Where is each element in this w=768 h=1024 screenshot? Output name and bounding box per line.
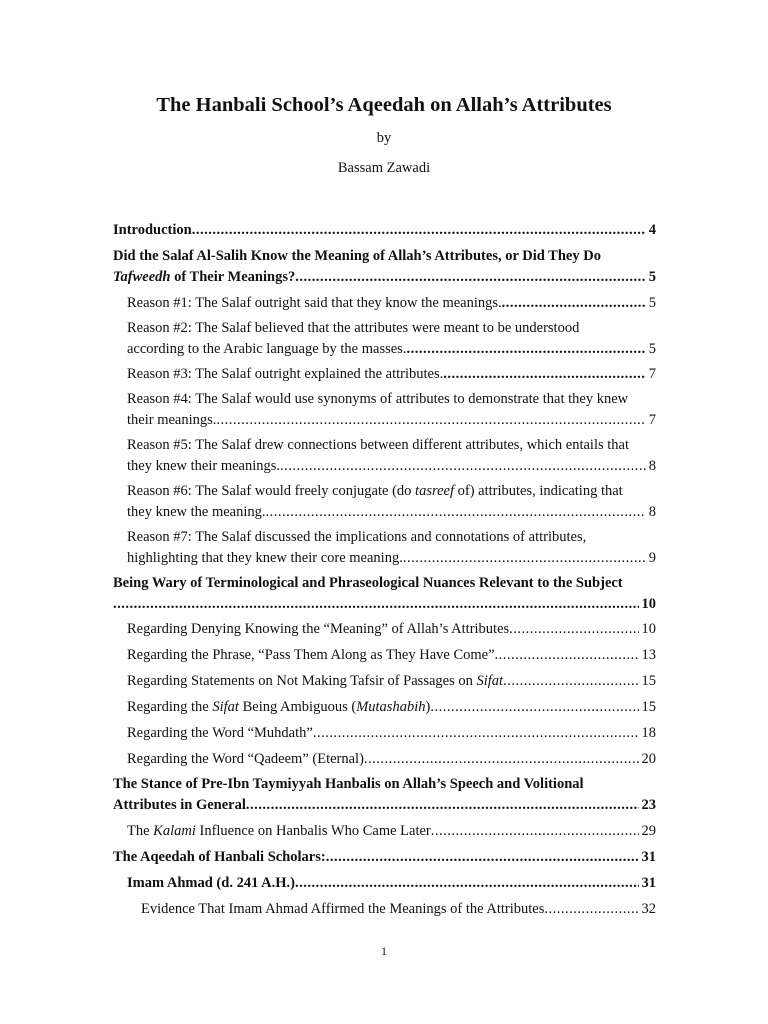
toc-page-number: 4 [648, 222, 656, 238]
toc-entry-title: Reason #7: The Salaf discussed the implications and connotations of attributes, [127, 529, 587, 545]
toc-entry-title-cont: they knew the meaning. [127, 504, 266, 520]
toc-entry-did-the-salaf[interactable] [113, 246, 656, 288]
dot-leader [266, 502, 646, 523]
toc-page-number: 7 [648, 412, 656, 428]
toc-entry-title: Introduction [113, 222, 192, 238]
dot-leader [443, 364, 646, 385]
dot-leader [406, 339, 645, 360]
toc-page-number: 31 [641, 875, 656, 891]
toc-page-number: 18 [641, 725, 656, 741]
toc-entry-stance-pre-ibn-taymiyyah[interactable] [113, 774, 656, 816]
dot-leader [313, 723, 639, 744]
toc-entry-title: The Kalami Influence on Hanbalis Who Came Later [127, 823, 431, 839]
dot-leader [503, 671, 638, 692]
toc-page-number: 8 [648, 458, 656, 474]
toc-page-number: 10 [641, 621, 656, 637]
toc-page-number: 8 [648, 504, 656, 520]
table-of-contents [113, 220, 656, 920]
toc-entry-regarding-denying[interactable] [113, 619, 656, 640]
toc-entry-regarding-phrase[interactable] [113, 645, 656, 666]
toc-entry-introduction[interactable] [113, 220, 656, 241]
toc-entry-reason-7[interactable] [113, 527, 656, 569]
toc-entry-regarding-statements[interactable] [113, 671, 656, 692]
toc-entry-title: Regarding the Sifat Being Ambiguous (Mutashabih) [127, 699, 431, 715]
dot-leader [509, 619, 638, 640]
toc-entry-aqeedah-hanbali-scholars[interactable] [113, 847, 656, 868]
toc-page-number: 5 [648, 295, 656, 311]
toc-entry-regarding-qadeem[interactable] [113, 749, 656, 770]
document-title: The Hanbali School’s Aqeedah on Allah’s Attributes [156, 94, 612, 116]
toc-page-number: 9 [648, 550, 656, 566]
toc-entry-reason-4[interactable] [113, 389, 656, 431]
toc-entry-title: Regarding the Phrase, “Pass Them Along as They Have Come” [127, 647, 495, 663]
toc-entry-title: The Stance of Pre-Ibn Taymiyyah Hanbalis on Allah’s Speech and Volitional [113, 776, 584, 792]
toc-entry-reason-3[interactable] [113, 364, 656, 385]
toc-entry-title: Regarding the Word “Muhdath” [127, 725, 313, 741]
toc-entry-title: Reason #3: The Salaf outright explained the attributes. [127, 366, 444, 382]
dot-leader [246, 795, 639, 816]
toc-page-number: 23 [641, 797, 656, 813]
toc-page-number: 13 [641, 647, 656, 663]
toc-entry-evidence-imam-ahmad[interactable] [113, 899, 656, 920]
toc-entry-title: Reason #5: The Salaf drew connections between different attributes, which entails that [127, 437, 629, 453]
toc-page-number: 31 [641, 849, 656, 865]
toc-entry-reason-1[interactable] [113, 293, 656, 314]
byline: by [376, 130, 392, 146]
toc-entry-reason-5[interactable] [113, 435, 656, 477]
toc-entry-title-cont: Attributes in General [113, 797, 246, 813]
toc-entry-title: Did the Salaf Al-Salih Know the Meaning of Allah’s Attributes, or Did They Do [113, 248, 601, 264]
toc-page-number: 5 [648, 269, 656, 285]
dot-leader [495, 645, 639, 666]
dot-leader [403, 548, 646, 569]
toc-entry-title: Regarding the Word “Qadeem” (Eternal) [127, 751, 364, 767]
toc-entry-title-cont: their meanings. [127, 412, 217, 428]
toc-page-number: 10 [641, 596, 656, 612]
toc-entry-regarding-sifat-ambiguous[interactable] [113, 697, 656, 718]
dot-leader [216, 410, 645, 431]
dot-leader [431, 821, 639, 842]
toc-entry-title: The Aqeedah of Hanbali Scholars: [113, 849, 326, 865]
toc-entry-title: Reason #2: The Salaf believed that the attributes were meant to be understood [127, 320, 580, 336]
toc-page-number: 29 [641, 823, 656, 839]
toc-page-number: 5 [648, 341, 656, 357]
toc-page-number: 20 [641, 751, 656, 767]
toc-entry-imam-ahmad[interactable] [113, 873, 656, 894]
dot-leader [295, 873, 639, 894]
page-number: 1 [381, 944, 387, 958]
toc-page-number: 15 [641, 699, 656, 715]
toc-entry-reason-2[interactable] [113, 318, 656, 360]
dot-leader [192, 220, 646, 241]
toc-entry-title: Regarding Statements on Not Making Tafsir of Passages on Sifat [127, 673, 504, 689]
dot-leader [326, 847, 639, 868]
dot-leader [544, 899, 638, 920]
toc-entry-title-cont: according to the Arabic language by the masses. [127, 341, 407, 357]
toc-entry-title: Reason #1: The Salaf outright said that they know the meanings. [127, 295, 502, 311]
toc-entry-title: Imam Ahmad (d. 241 A.H.) [127, 875, 295, 891]
dot-leader [364, 749, 639, 770]
dot-leader [113, 594, 639, 615]
toc-entry-title-cont: Tafweedh of Their Meanings? [113, 269, 296, 285]
toc-entry-title-cont: highlighting that they knew their core meaning. [127, 550, 403, 566]
toc-entry-title: Regarding Denying Knowing the “Meaning” of Allah’s Attributes [127, 621, 510, 637]
toc-entry-title: Being Wary of Terminological and Phraseological Nuances Relevant to the Subject [113, 575, 623, 591]
toc-entry-regarding-muhdath[interactable] [113, 723, 656, 744]
toc-entry-title-cont: they knew their meanings. [127, 458, 281, 474]
toc-page-number: 15 [641, 673, 656, 689]
dot-leader [502, 293, 646, 314]
toc-entry-kalami-influence[interactable] [113, 821, 656, 842]
toc-entry-being-wary[interactable] [113, 573, 656, 615]
toc-page-number: 7 [648, 366, 656, 382]
toc-entry-title: Reason #6: The Salaf would freely conjugate (do tasreef of) attributes, indicating that [127, 483, 623, 499]
toc-entry-title: Evidence That Imam Ahmad Affirmed the Meanings of the Attributes [141, 901, 545, 917]
author-name: Bassam Zawadi [337, 160, 431, 176]
dot-leader [295, 267, 646, 288]
toc-entry-title: Reason #4: The Salaf would use synonyms of attributes to demonstrate that they knew [127, 391, 629, 407]
toc-page-number: 32 [641, 901, 656, 917]
dot-leader [280, 456, 646, 477]
toc-entry-reason-6[interactable] [113, 481, 656, 523]
dot-leader [430, 697, 638, 718]
